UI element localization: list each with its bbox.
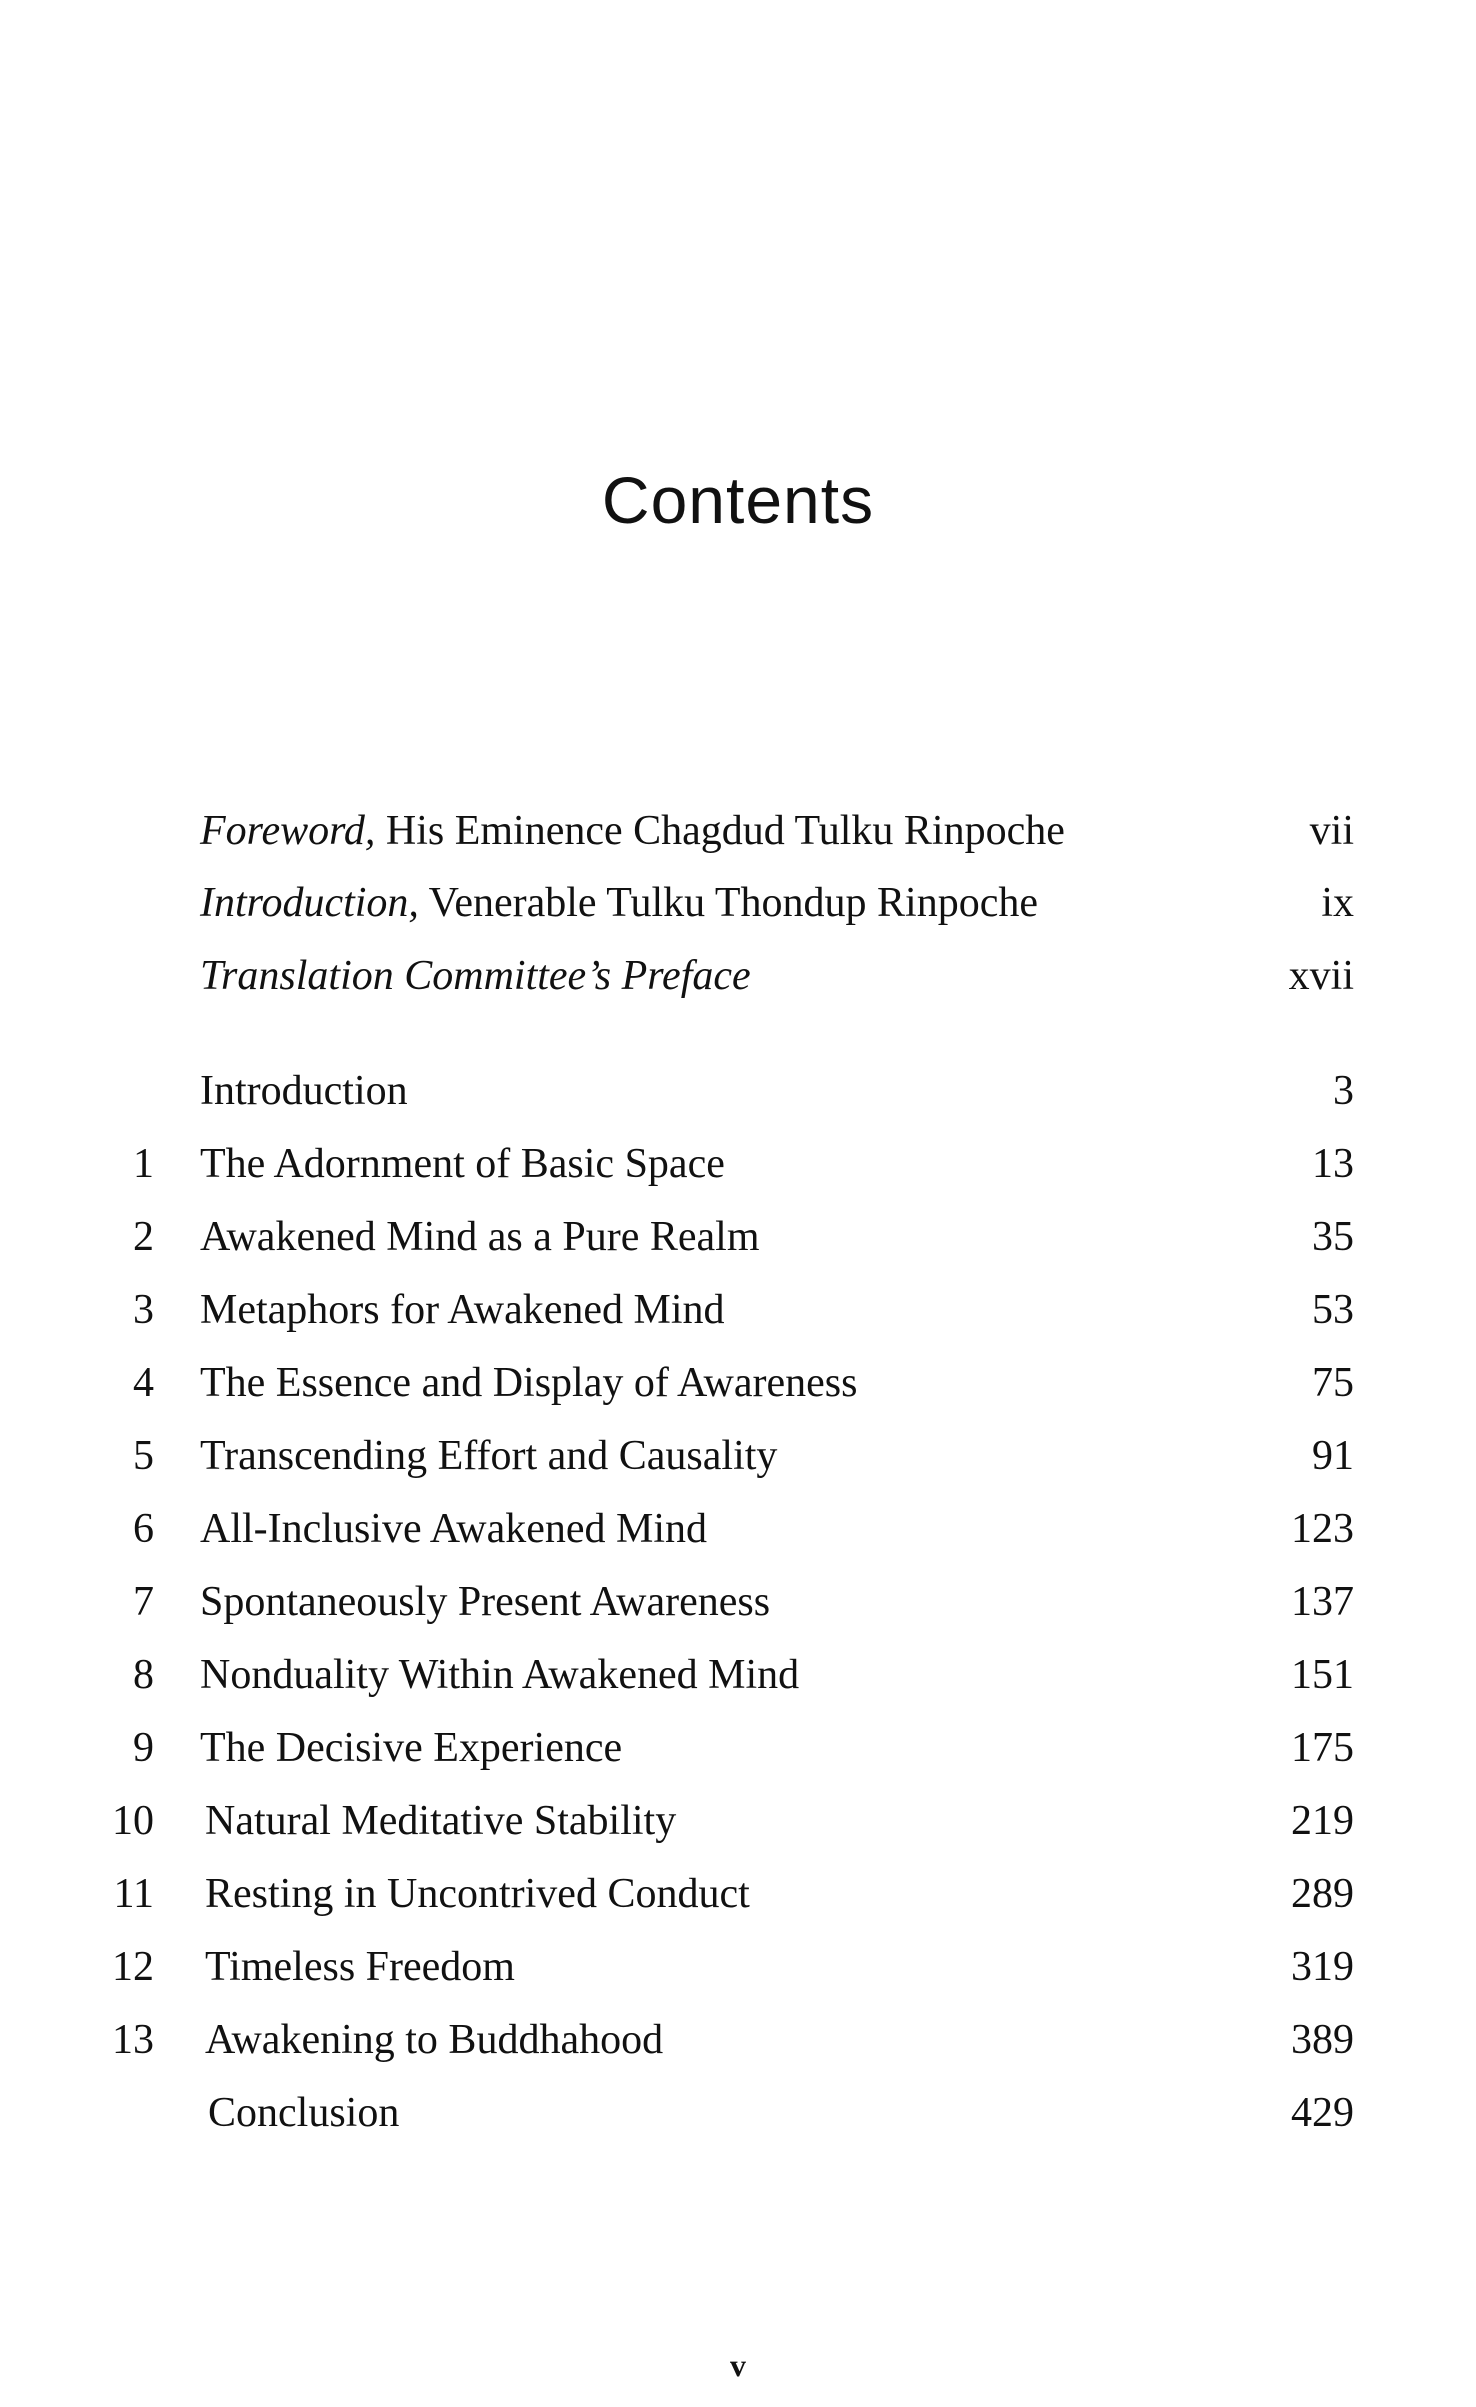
toc-entry-number: 2 (133, 1214, 154, 1260)
toc-entry-number: 10 (112, 1798, 154, 1844)
toc-entry-title: Nonduality Within Awakened Mind (200, 1652, 800, 1698)
toc-entry-page: 429 (1291, 2090, 1354, 2136)
toc-entry-title: Awakening to Buddhahood (205, 2017, 664, 2063)
toc-entry (0, 1279, 1476, 1341)
toc-entry-title: Conclusion (208, 2090, 400, 2136)
toc-entry (0, 1863, 1476, 1925)
toc-entry-page: 53 (1312, 1287, 1354, 1333)
toc-entry (0, 1498, 1476, 1560)
toc-entry (0, 2082, 1476, 2144)
toc-entry-preface (0, 945, 1476, 1007)
toc-entry-rest: His Eminence Chagdud Tulku Rinpoche (375, 808, 1065, 854)
toc-entry-number: 4 (133, 1360, 154, 1406)
toc-entry-italic: Translation Committee’s Preface (200, 953, 751, 999)
toc-entry-page: 91 (1312, 1433, 1354, 1479)
toc-entry-title: The Essence and Display of Awareness (200, 1360, 858, 1406)
toc-entry (0, 1717, 1476, 1779)
toc-entry-italic: Introduction, (200, 880, 419, 926)
toc-entry-number: 3 (133, 1287, 154, 1333)
toc-entry-page: vii (1309, 808, 1354, 854)
toc-entry-rest: Venerable Tulku Thondup Rinpoche (418, 880, 1039, 926)
toc-entry-italic: Foreword, (200, 808, 376, 854)
toc-entry-number: 11 (113, 1871, 154, 1917)
toc-entry (0, 1790, 1476, 1852)
toc-entry-number: 9 (133, 1725, 154, 1771)
toc-entry-number: 12 (112, 1944, 154, 1990)
toc-entry-page: 123 (1291, 1506, 1354, 1552)
toc-entry (0, 1206, 1476, 1268)
toc-entry (0, 1060, 1476, 1122)
toc-entry-page: 75 (1312, 1360, 1354, 1406)
toc-entry-label (200, 800, 1065, 862)
toc-entry-number: 13 (112, 2017, 154, 2063)
toc-entry (0, 1936, 1476, 1998)
toc-entry-title: Resting in Uncontrived Conduct (205, 1871, 750, 1917)
toc-entry-page: 319 (1291, 1944, 1354, 1990)
toc-entry-title: Timeless Freedom (205, 1944, 515, 1990)
toc-entry-title: Spontaneously Present Awareness (200, 1579, 771, 1625)
toc-entry-number: 8 (133, 1652, 154, 1698)
toc-entry-page: xvii (1288, 953, 1354, 999)
toc-entry-title: The Decisive Experience (200, 1725, 623, 1771)
toc-entry-title: All-Inclusive Awakened Mind (200, 1506, 708, 1552)
toc-entry-page: 151 (1291, 1652, 1354, 1698)
toc-entry (0, 1352, 1476, 1414)
toc-entry-number: 7 (133, 1579, 154, 1625)
toc-entry-page: 35 (1312, 1214, 1354, 1260)
toc-entry-number: 5 (133, 1433, 154, 1479)
page-title: Contents (601, 463, 875, 537)
toc-entry (0, 1133, 1476, 1195)
toc-entry-title: Natural Meditative Stability (205, 1798, 677, 1844)
toc-entry (0, 1644, 1476, 1706)
toc-entry-page: 13 (1312, 1141, 1354, 1187)
toc-entry-page: ix (1321, 880, 1354, 926)
toc-entry-title: Metaphors for Awakened Mind (200, 1287, 725, 1333)
page-number: v (730, 2347, 746, 2383)
toc-entry-number: 6 (133, 1506, 154, 1552)
toc-entry (0, 2009, 1476, 2071)
toc-entry-page: 3 (1333, 1068, 1354, 1114)
toc-entry (0, 1571, 1476, 1633)
toc-entry-page: 137 (1291, 1579, 1354, 1625)
toc-entry-label (200, 872, 1038, 934)
toc-entry-title: Transcending Effort and Causality (200, 1433, 778, 1479)
toc-entry-page: 289 (1291, 1871, 1354, 1917)
toc-entry-label (200, 945, 751, 1007)
toc-entry-page: 389 (1291, 2017, 1354, 2063)
toc-entry-title: Awakened Mind as a Pure Realm (200, 1214, 760, 1260)
toc-entry-title: The Adornment of Basic Space (200, 1141, 725, 1187)
toc-entry (0, 1425, 1476, 1487)
toc-entry-page: 219 (1291, 1798, 1354, 1844)
toc-entry-foreword (0, 800, 1476, 862)
toc-entry-title: Introduction (200, 1068, 408, 1114)
toc-entry-introduction-front (0, 872, 1476, 934)
toc-entry-page: 175 (1291, 1725, 1354, 1771)
toc-entry-number: 1 (133, 1141, 154, 1187)
